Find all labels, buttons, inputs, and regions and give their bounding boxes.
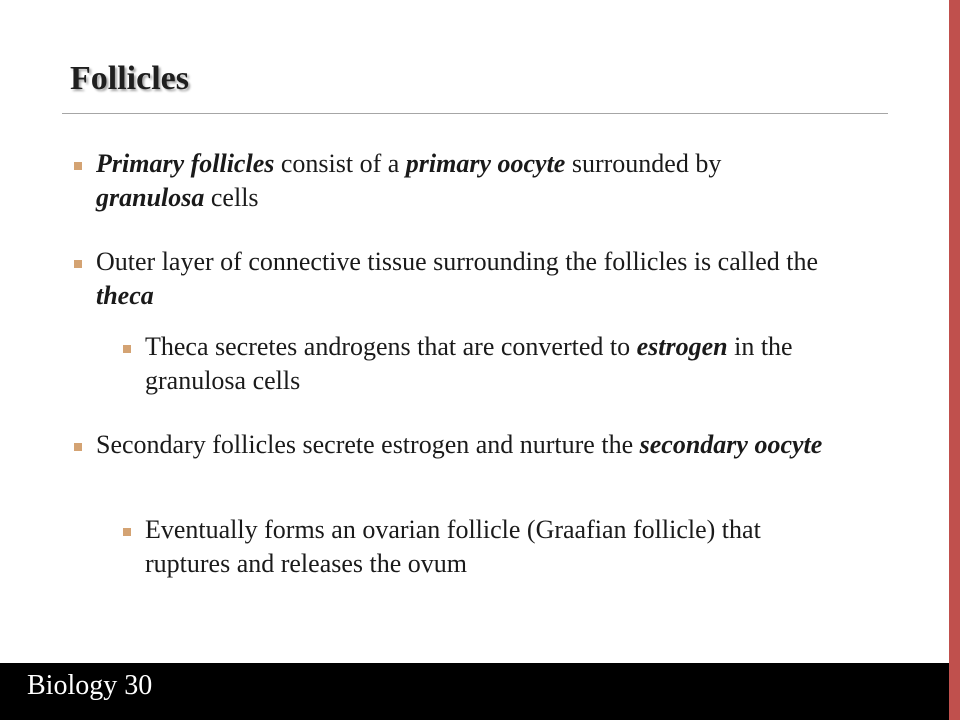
square-bullet-icon [123, 345, 131, 353]
square-bullet-icon [74, 162, 82, 170]
footer-label: Biology 30 [27, 670, 153, 701]
emphasized-term: estrogen [636, 332, 728, 361]
sub-bullet-item [145, 330, 845, 398]
bullet-item [96, 428, 836, 462]
square-bullet-icon [123, 528, 131, 536]
emphasized-term: secondary oocyte [639, 430, 823, 459]
text-run: Secondary follicles secrete estrogen and nurture the [96, 430, 640, 459]
bullet-text [145, 330, 845, 398]
bullet-text [96, 147, 836, 215]
emphasized-term: primary oocyte [405, 149, 566, 178]
text-run: in the granulosa cells [145, 332, 793, 395]
text-run: Outer layer of connective tissue surrounding the follicles is called the [96, 247, 818, 276]
text-run: consist of a [274, 149, 406, 178]
emphasized-term: Primary follicles [96, 149, 275, 178]
bullet-item [96, 147, 836, 215]
bullet-text [96, 428, 836, 462]
emphasized-term: theca [96, 281, 154, 310]
bullet-text [145, 513, 845, 581]
square-bullet-icon [74, 443, 82, 451]
square-bullet-icon [74, 260, 82, 268]
emphasized-term: granulosa [96, 183, 205, 212]
text-run: Eventually forms an ovarian follicle (Graafian follicle) that ruptures and releases the ovum [145, 515, 761, 578]
bullet-item [96, 245, 836, 313]
sub-bullet-item [145, 513, 845, 581]
text-run: Theca secretes androgens that are converted to [145, 332, 637, 361]
title-divider [62, 113, 888, 114]
bullet-text [96, 245, 836, 313]
text-run: surrounded by [565, 149, 722, 178]
text-run: cells [204, 183, 259, 212]
accent-bar [949, 0, 960, 720]
slide-title: Follicles [70, 60, 189, 97]
